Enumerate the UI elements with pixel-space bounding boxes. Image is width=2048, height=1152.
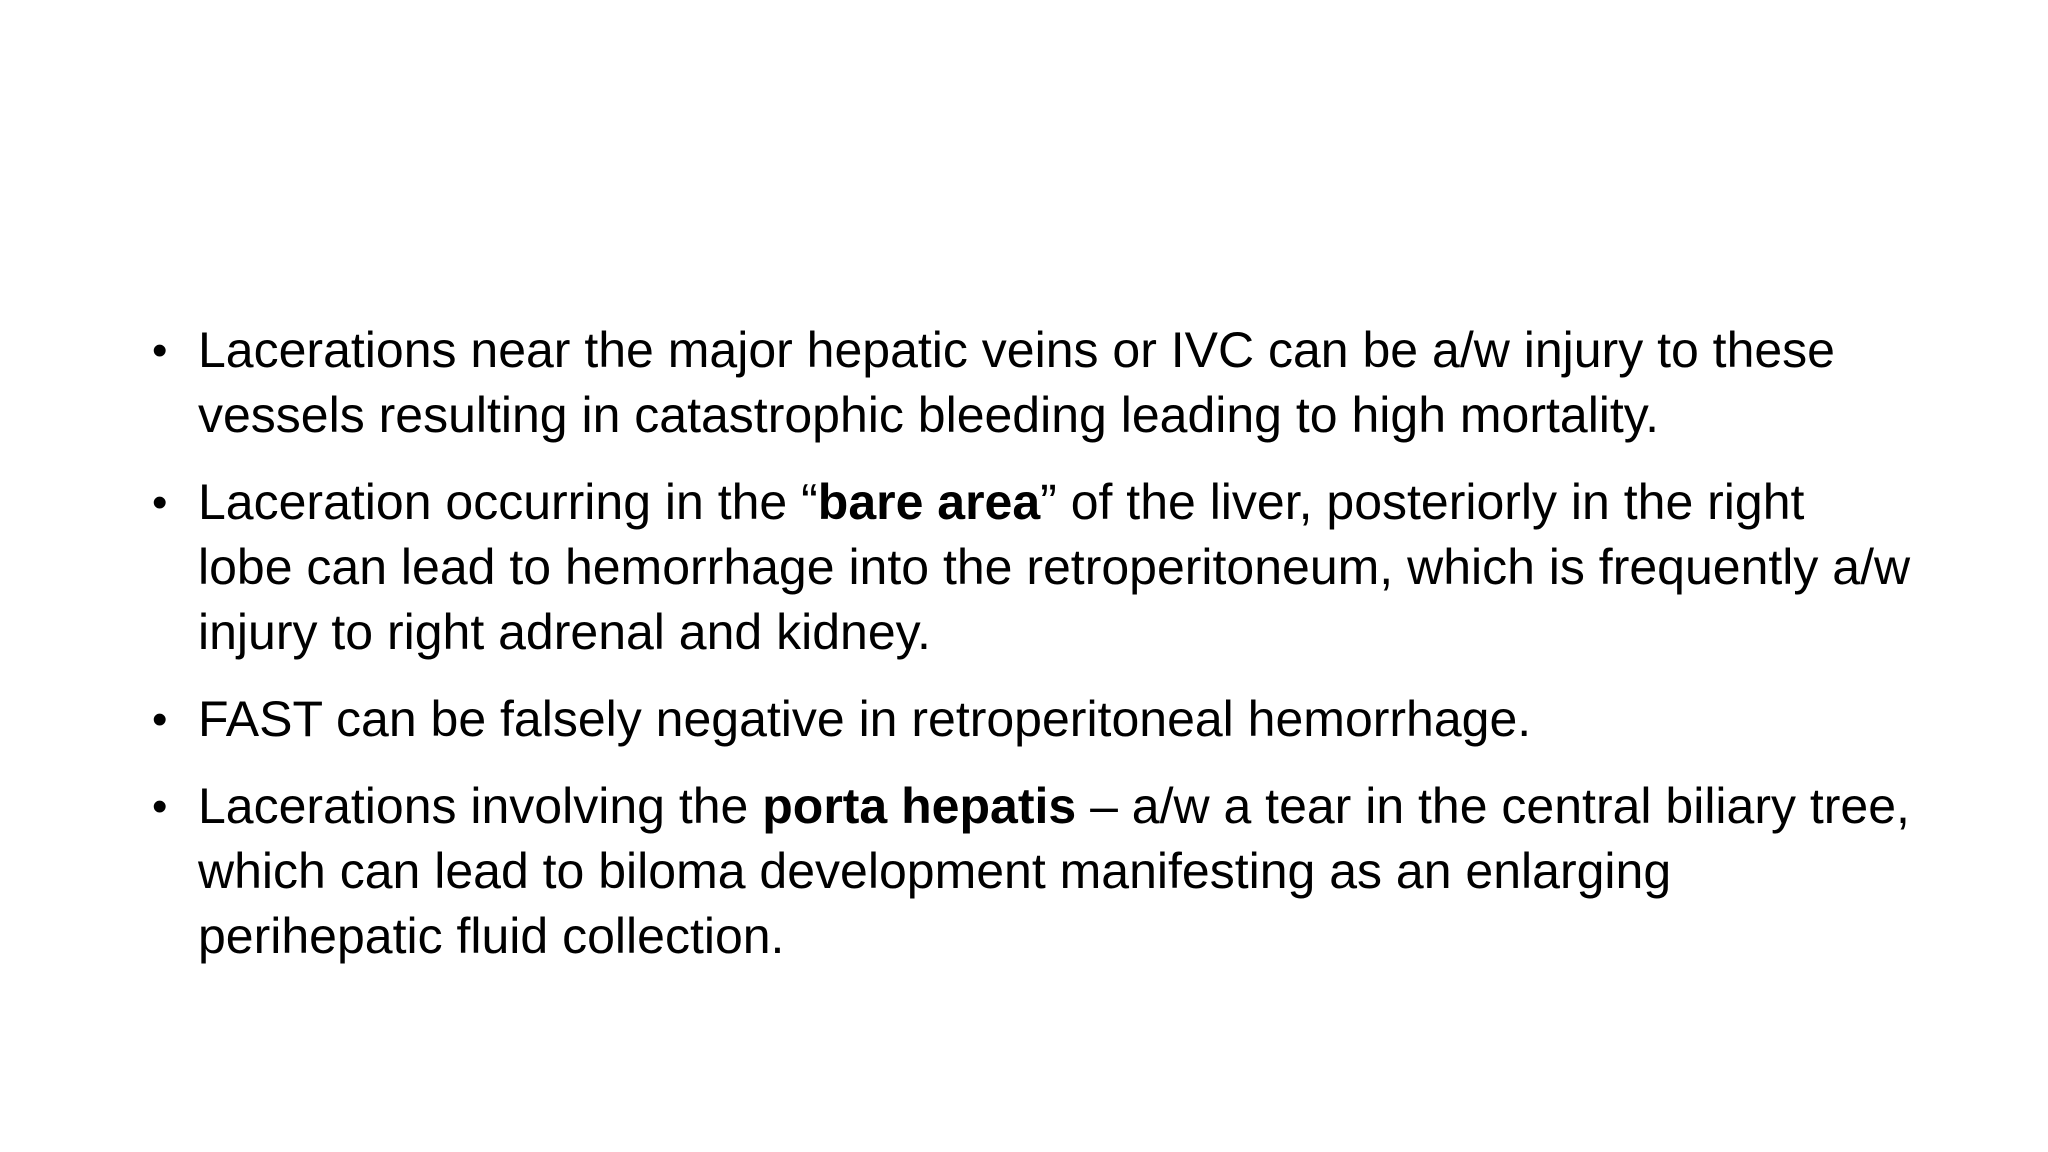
bullet-dot-icon: • [152,782,168,831]
bullet-text: ” of the liver, posteriorly in the right lobe can lead to hemorrhage into the retroperitoneum, which is frequently a/w injury to right adrenal and kidney. [198,474,1911,660]
bullet-text: FAST can be falsely negative in retroperitoneal hemorrhage. [198,691,1532,747]
bullet-text: Lacerations involving the [198,778,763,834]
bullet-item-1 [152,318,1912,448]
bullet-item-4 [152,774,1912,969]
bullet-bold-term: porta hepatis [762,778,1077,834]
bullet-dot-icon: • [152,695,168,744]
bullet-dot-icon: • [152,478,168,527]
bullet-dot-icon: • [152,326,168,375]
bullet-text: Lacerations near the major hepatic veins or IVC can be a/w injury to these vessels resulting in catastrophic bleeding leading to high mortality. [198,322,1835,443]
bullet-text: – a/w a tear in the central biliary tree, which can lead to biloma development manifesting as an enlarging perihepatic fluid collection. [198,778,1910,964]
bullet-item-2 [152,470,1912,665]
bullet-bold-term: bare area [817,474,1041,530]
bullet-text: Laceration occurring in the “ [198,474,818,530]
bullet-list [152,318,1912,991]
bullet-item-3 [152,687,1912,752]
